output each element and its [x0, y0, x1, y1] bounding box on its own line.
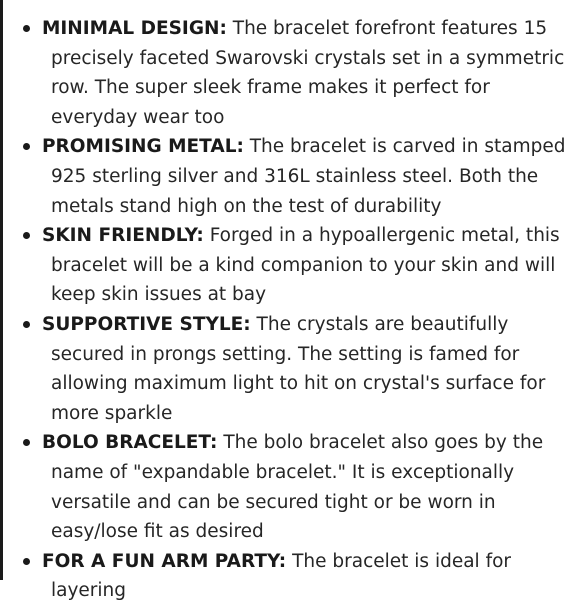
feature-title: BOLO BRACELET:	[42, 432, 218, 454]
bullet-icon	[23, 25, 30, 32]
feature-item-bolo-bracelet	[0, 428, 580, 546]
feature-text: The bolo bracelet also goes by the name of "expandable bracelet." It is exceptionally versatile and can be secured tight or be worn in easy/lose fit as desired	[51, 432, 544, 543]
feature-text: The crystals are beautifully secured in prongs setting. The setting is famed for allowing maximum light to hit on crystal's surface for more sparkle	[51, 313, 546, 424]
feature-title: FOR A FUN ARM PARTY:	[42, 550, 287, 572]
feature-list	[0, 14, 580, 606]
feature-item-fun-arm-party	[0, 547, 580, 606]
bullet-icon	[23, 143, 30, 150]
feature-item-promising-metal	[0, 132, 580, 221]
feature-item-supportive-style	[0, 310, 580, 428]
feature-title: MINIMAL DESIGN:	[42, 18, 227, 39]
feature-item-minimal-design	[0, 14, 580, 132]
bullet-icon	[23, 439, 30, 446]
bullet-icon	[23, 558, 30, 565]
bullet-icon	[23, 232, 30, 239]
feature-text: The bracelet is carved in stamped 925 sterling silver and 316L stainless steel. Both the metals stand high on the test of durability	[51, 136, 566, 217]
feature-text: The bracelet is ideal for layering	[51, 550, 512, 602]
feature-title: SKIN FRIENDLY:	[42, 225, 204, 247]
bullet-icon	[23, 321, 30, 328]
feature-title: PROMISING METAL:	[42, 136, 244, 158]
feature-text: The bracelet forefront features 15 precisely faceted Swarovski crystals set in a symmetric row. The super sleek frame makes it perfect for everyday wear too	[51, 18, 565, 128]
feature-item-skin-friendly	[0, 221, 580, 310]
feature-text: Forged in a hypoallergenic metal, this bracelet will be a kind companion to your skin and will keep skin issues at bay	[51, 225, 560, 306]
feature-title: SUPPORTIVE STYLE:	[42, 313, 251, 335]
